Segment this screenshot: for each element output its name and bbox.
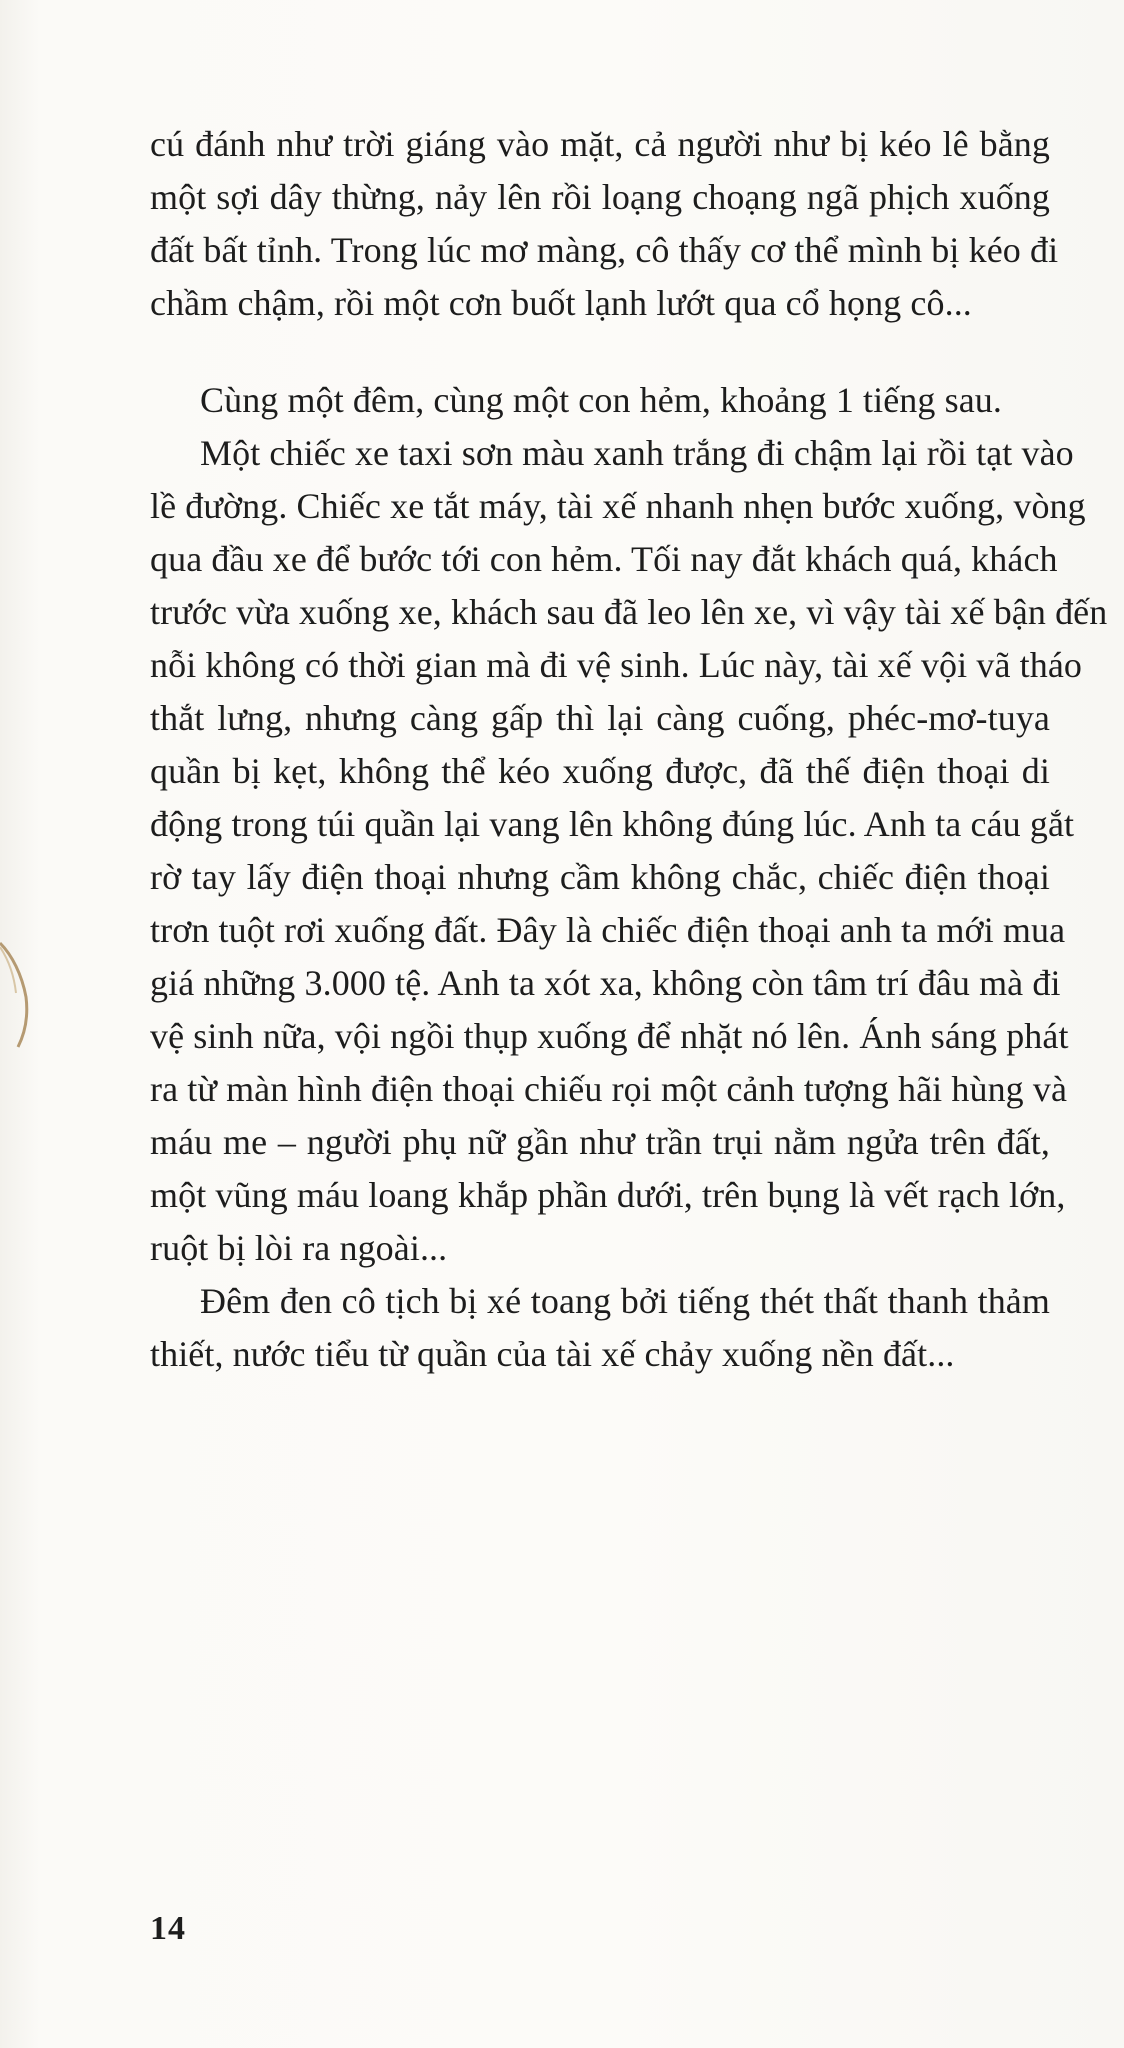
text-line: một sợi dây thừng, nảy lên rồi loạng choạng ngã phịch xuống <box>150 177 1050 217</box>
text-line: trơn tuột rơi xuống đất. Đây là chiếc điện thoại anh ta mới mua <box>150 910 1066 950</box>
body-text <box>150 118 1108 1381</box>
text-line: động trong túi quần lại vang lên không đúng lúc. Anh ta cáu gắt <box>150 804 1075 844</box>
paragraph-2 <box>150 374 1050 427</box>
text-line: thắt lưng, nhưng càng gấp thì lại càng cuống, phéc-mơ-tuya <box>150 698 1050 738</box>
text-line: qua đầu xe để bước tới con hẻm. Tối nay đắt khách quá, khách <box>150 539 1058 579</box>
text-line: cú đánh như trời giáng vào mặt, cả người như bị kéo lê bằng <box>150 124 1050 164</box>
text-line: đất bất tỉnh. Trong lúc mơ màng, cô thấy cơ thể mình bị kéo đi <box>150 230 1059 270</box>
text-line: một vũng máu loang khắp phần dưới, trên bụng là vết rạch lớn, <box>150 1175 1066 1215</box>
text-line: Một chiếc xe taxi sơn màu xanh trắng đi chậm lại rồi tạt vào <box>200 433 1074 473</box>
text-line: Cùng một đêm, cùng một con hẻm, khoảng 1 tiếng sau. <box>200 380 1002 420</box>
text-line: chầm chậm, rồi một cơn buốt lạnh lướt qua cổ họng cô... <box>150 283 972 323</box>
paragraph-gap <box>150 330 1050 374</box>
paragraph-3 <box>150 427 1108 1275</box>
text-line: quần bị kẹt, không thể kéo xuống được, đã thế điện thoại di <box>150 751 1050 791</box>
text-line: nỗi không có thời gian mà đi vệ sinh. Lúc này, tài xế vội vã tháo <box>150 645 1083 685</box>
text-line: ra từ màn hình điện thoại chiếu rọi một cảnh tượng hãi hùng và <box>150 1069 1068 1109</box>
text-line: trước vừa xuống xe, khách sau đã leo lên xe, vì vậy tài xế bận đến <box>150 592 1108 632</box>
page-edge-curl <box>0 935 34 1055</box>
page-number: 14 <box>150 1910 186 1947</box>
paragraph-1 <box>150 118 1059 330</box>
text-line: ruột bị lòi ra ngoài... <box>150 1228 448 1268</box>
text-line: Đêm đen cô tịch bị xé toang bởi tiếng thét thất thanh thảm <box>200 1281 1050 1321</box>
text-line: máu me – người phụ nữ gần như trần trụi nằm ngửa trên đất, <box>150 1122 1050 1162</box>
paragraph-4 <box>150 1275 1050 1381</box>
text-line: giá những 3.000 tệ. Anh ta xót xa, không còn tâm trí đâu mà đi <box>150 963 1061 1003</box>
text-line: thiết, nước tiểu từ quần của tài xế chảy xuống nền đất... <box>150 1334 955 1374</box>
text-line: vệ sinh nữa, vội ngồi thụp xuống để nhặt nó lên. Ánh sáng phát <box>150 1016 1069 1056</box>
text-line: lề đường. Chiếc xe tắt máy, tài xế nhanh nhẹn bước xuống, vòng <box>150 486 1086 526</box>
text-line: rờ tay lấy điện thoại nhưng cầm không chắc, chiếc điện thoại <box>150 857 1050 897</box>
